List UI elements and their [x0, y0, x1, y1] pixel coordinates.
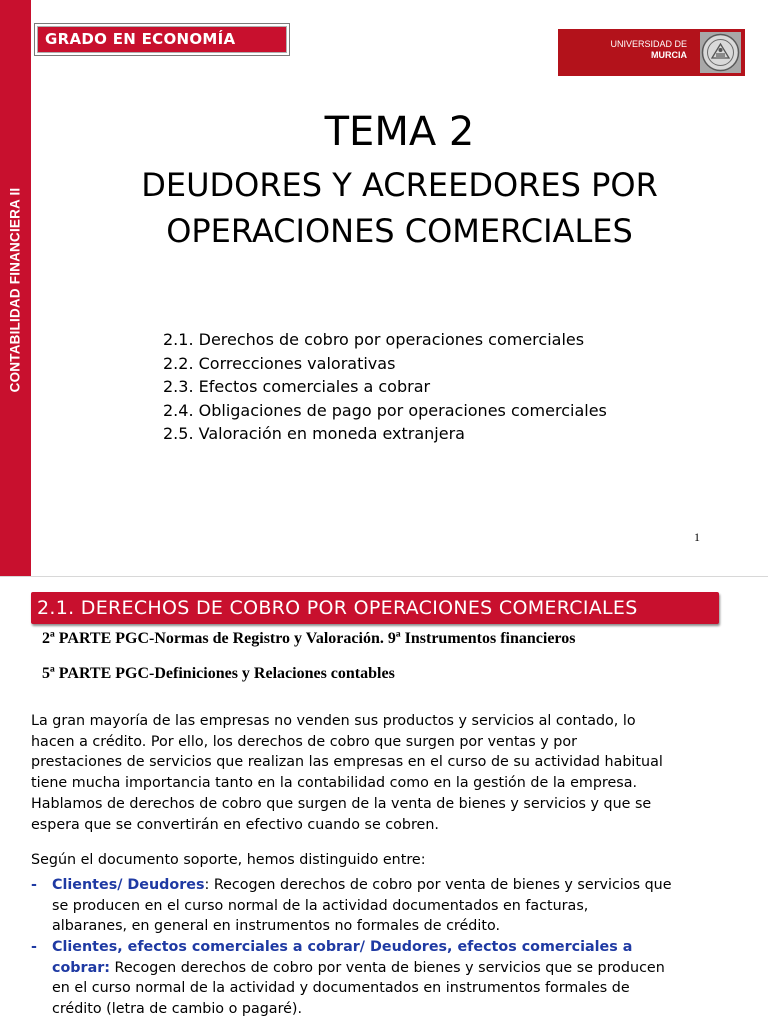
- bullet-line: en el curso normal de la actividad y documentados en instrumentos formales de: [52, 980, 630, 997]
- bullet-efectos-comerciales: [31, 937, 743, 1020]
- intro-paragraph: [31, 711, 743, 835]
- bullet-line: [31, 875, 743, 896]
- university-logo: [558, 29, 745, 76]
- subtitle-line-2: OPERACIONES COMERCIALES: [166, 212, 633, 250]
- paragraph-line: espera que se convertirán en efectivo cuando se cobren.: [31, 816, 439, 833]
- paragraph-line: La gran mayoría de las empresas no venden sus productos y servicios al contado, lo: [31, 713, 636, 729]
- bullet-term: cobrar:: [52, 959, 110, 976]
- bullet-line: albaranes, en general en instrumentos no formales de crédito.: [52, 918, 500, 935]
- topic-list: [163, 328, 607, 446]
- bullet-line: crédito (letra de cambio o pagaré).: [52, 1001, 303, 1018]
- classification-intro: Según el documento soporte, hemos distinguido entre:: [31, 852, 426, 868]
- bullet-dash: -: [31, 939, 37, 955]
- degree-label: GRADO EN ECONOMÍA: [45, 30, 236, 48]
- bullet-text: : Recogen derechos de cobro por venta de bienes y servicios que: [204, 877, 672, 893]
- paragraph-line: Hablamos de derechos de cobro que surgen de la venta de bienes y servicios y que se: [31, 795, 652, 812]
- bullet-dash: -: [31, 877, 37, 893]
- subtitle-line-1: DEUDORES Y ACREEDORES POR: [141, 166, 658, 204]
- topic-item: 2.5. Valoración en moneda extranjera: [163, 424, 465, 443]
- paragraph-line: tiene mucha importancia tanto en la contabilidad como en la gestión de la empresa.: [31, 775, 638, 792]
- bullet-clientes-deudores: [31, 875, 743, 937]
- university-seal-icon: [700, 32, 741, 73]
- page-number: 1: [694, 530, 700, 544]
- slide-title: TEMA 2: [324, 109, 475, 155]
- topic-item: 2.3. Efectos comerciales a cobrar: [163, 377, 431, 396]
- slide-2: [0, 577, 768, 1024]
- degree-label-box: [34, 23, 290, 56]
- section-header: [31, 592, 719, 624]
- bullet-text: Recogen derechos de cobro por venta de bienes y servicios que se producen: [110, 959, 665, 976]
- logo-line-1: UNIVERSIDAD DE: [610, 39, 687, 49]
- pgc-reference-2: 5ª PARTE PGC-Definiciones y Relaciones contables: [42, 665, 395, 682]
- paragraph-line: prestaciones de servicios que realizan las empresas en el curso de su actividad habitual: [31, 754, 663, 771]
- topic-item: 2.1. Derechos de cobro por operaciones comerciales: [163, 330, 585, 349]
- bullet-term: Clientes, efectos comerciales a cobrar/ Deudores, efectos comerciales a: [52, 939, 633, 955]
- pgc-reference-1: 2ª PARTE PGC-Normas de Registro y Valoración. 9ª Instrumentos financieros: [42, 630, 576, 647]
- bullet-term: Clientes/ Deudores: [52, 877, 205, 893]
- bullet-line: [31, 958, 743, 979]
- section-title: 2.1. DERECHOS DE COBRO POR OPERACIONES COMERCIALES: [37, 597, 638, 619]
- side-label: CONTABILIDAD FINANCIERA II: [7, 187, 23, 393]
- bullet-line: se producen en el curso normal de la actividad documentados en facturas,: [52, 897, 589, 914]
- logo-line-2: MURCIA: [651, 50, 687, 60]
- side-bar: [0, 0, 31, 576]
- topic-item: 2.4. Obligaciones de pago por operaciones comerciales: [163, 400, 607, 420]
- topic-item: 2.2. Correcciones valorativas: [163, 353, 396, 373]
- paragraph-line: hacen a crédito. Por ello, los derechos de cobro que surgen por ventas y por: [31, 733, 577, 750]
